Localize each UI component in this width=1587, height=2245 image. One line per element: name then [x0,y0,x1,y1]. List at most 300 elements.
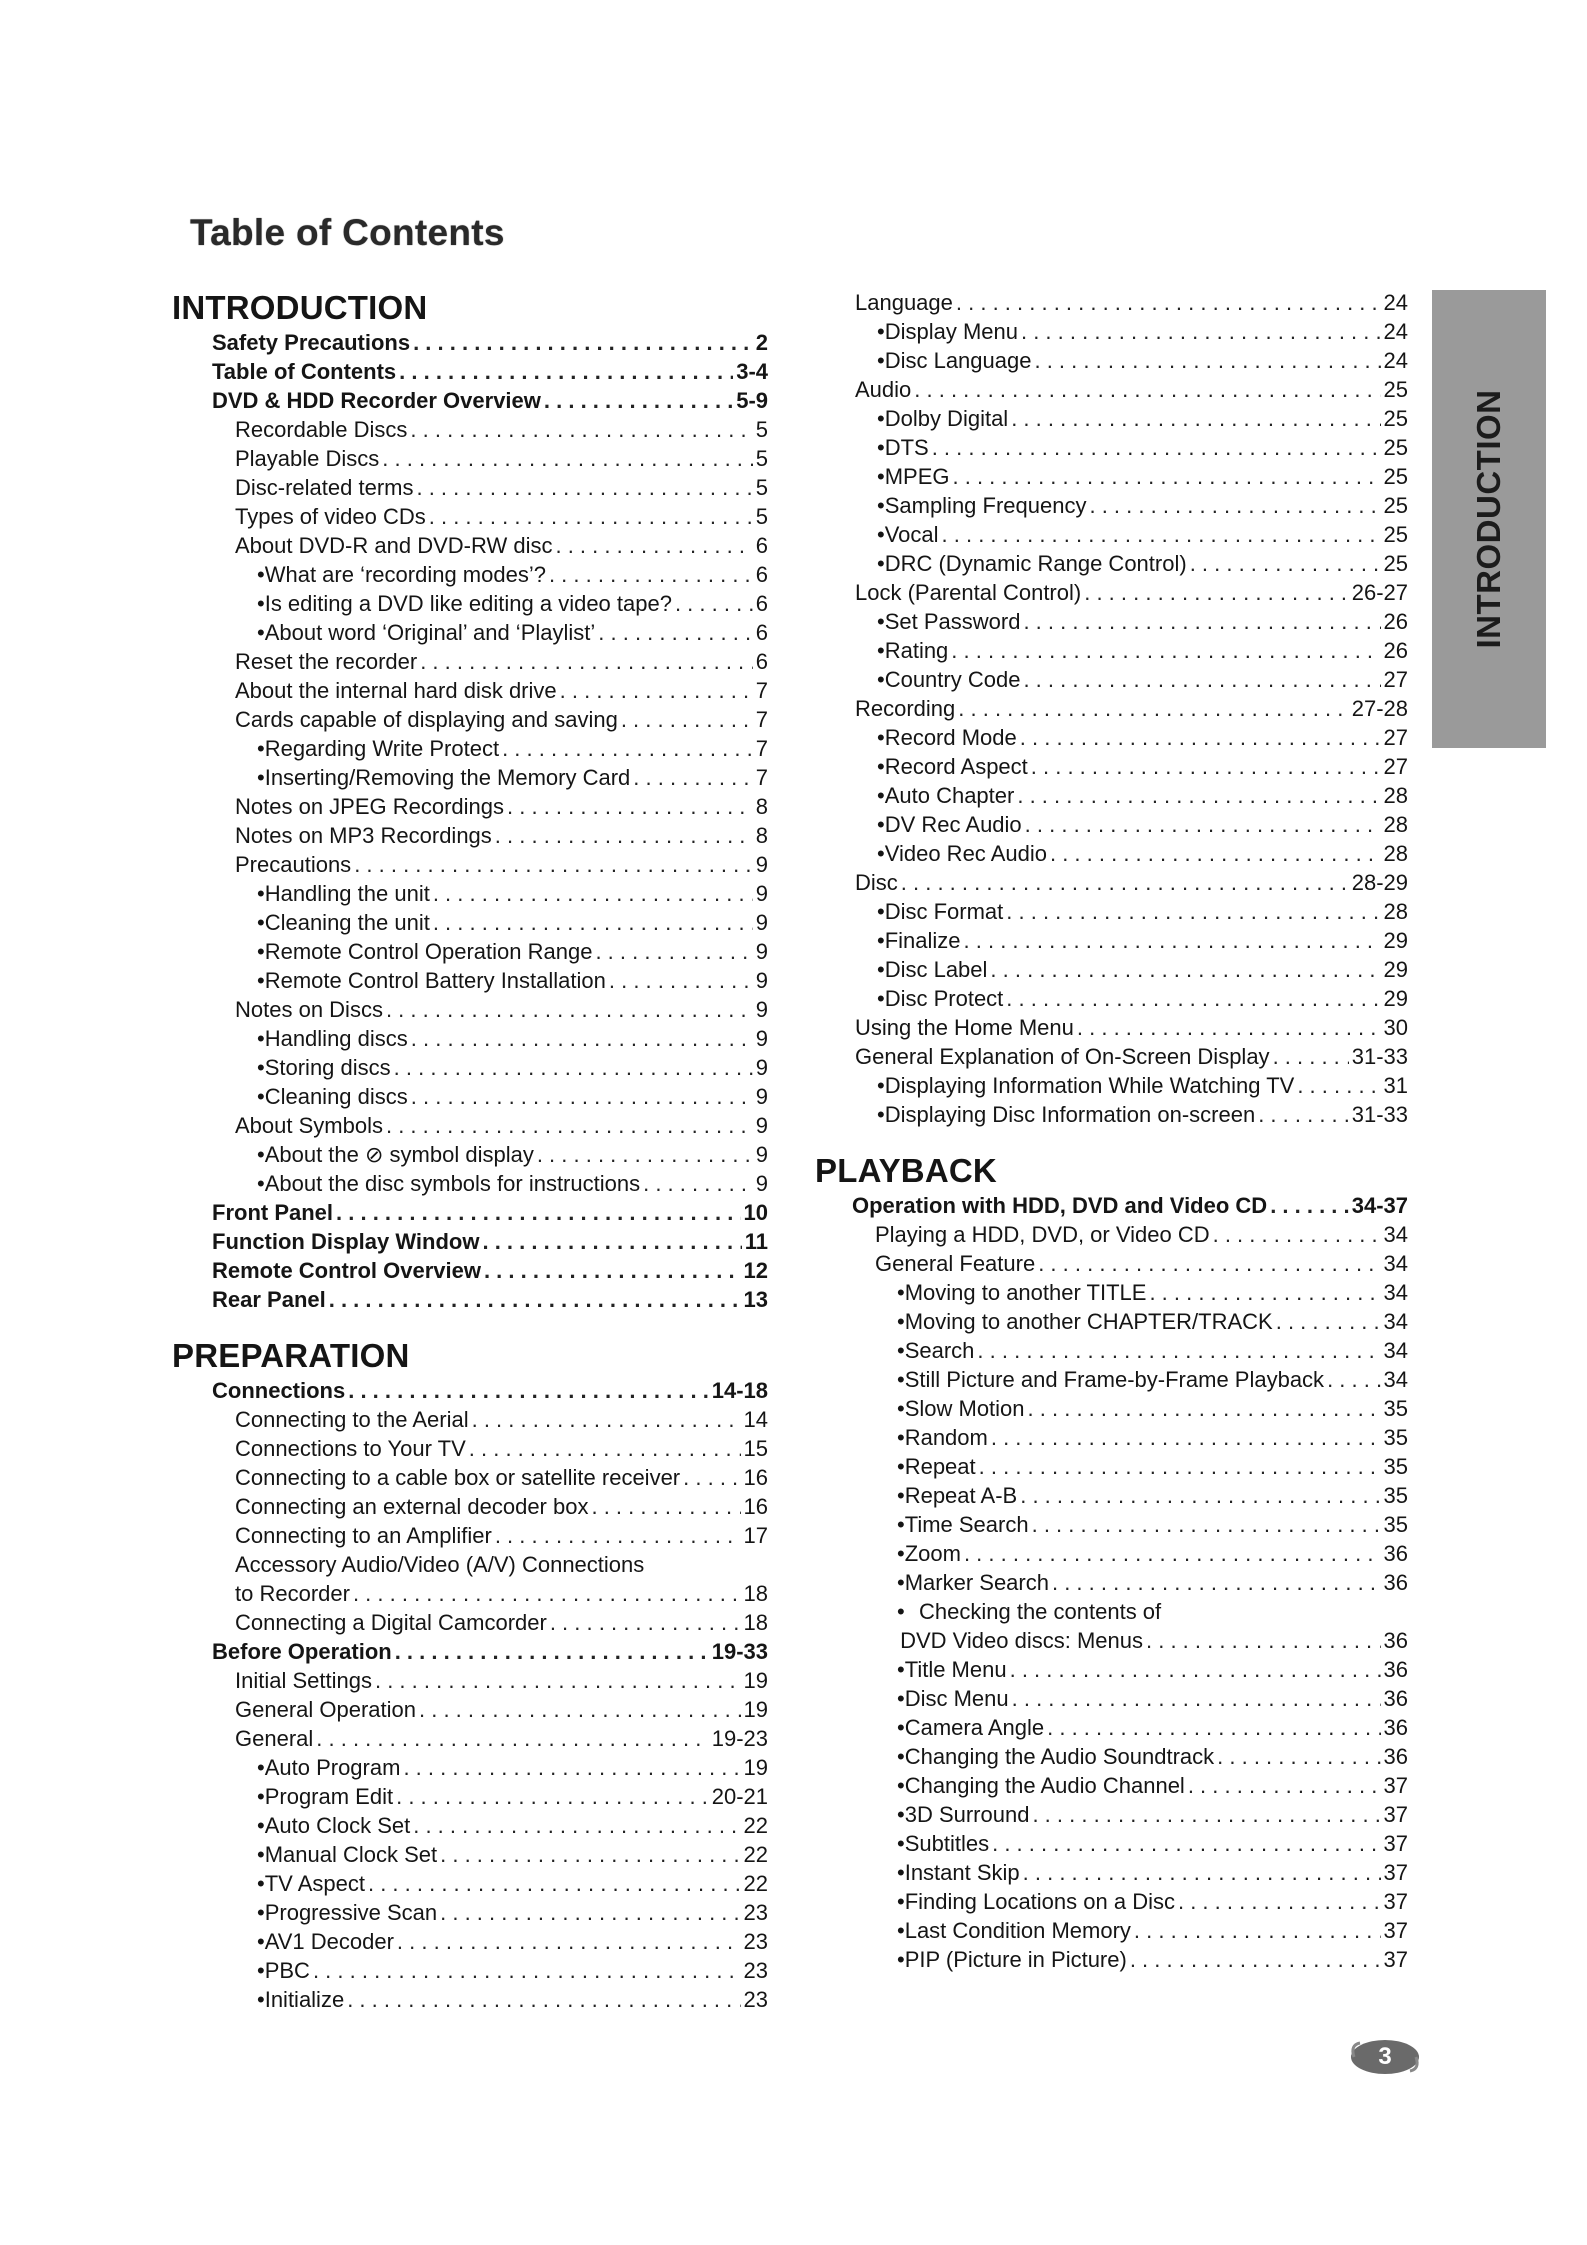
bullet-icon: • [257,881,265,906]
dot-leader [472,1405,741,1434]
bullet-icon: • [257,968,265,993]
bullet-icon: • [877,899,885,924]
toc-entry-page: 3-4 [736,359,768,384]
dot-leader [555,531,752,560]
toc-entry[interactable] [792,317,1408,346]
toc-entry-label: Connecting to an Amplifier [235,1523,492,1548]
bullet-icon: • [257,1142,265,1167]
toc-entry[interactable] [172,1521,768,1550]
toc-entry[interactable] [792,694,1408,723]
toc-entry[interactable] [172,879,768,908]
toc-entry-page: 9 [755,910,768,935]
toc-entry-label: Slow Motion [904,1396,1025,1421]
toc-entry-label: About Symbols [235,1113,383,1138]
toc-entry-page: 9 [755,1084,768,1109]
toc-entry[interactable] [792,346,1408,375]
dot-leader [1020,1481,1380,1510]
section-heading: PREPARATION [172,1337,410,1374]
toc-entry-label: Sampling Frequency [884,493,1087,518]
toc-entry[interactable] [792,1013,1408,1042]
toc-entry-page: 35 [1383,1396,1408,1421]
bullet-icon: • [877,493,885,518]
toc-entry[interactable] [172,821,768,850]
toc-entry[interactable] [812,1423,1408,1452]
toc-entry-label: Disc Protect [884,986,1004,1011]
dot-leader [901,868,1349,897]
toc-entry-page: 31 [1383,1073,1408,1098]
toc-entry[interactable] [812,1539,1408,1568]
dot-leader [544,386,733,415]
toc-entry-page: 8 [755,823,768,848]
dot-leader [419,1695,741,1724]
dot-leader [1038,1249,1380,1278]
toc-entry-label: Camera Angle [904,1715,1045,1740]
toc-entry-page: 13 [743,1287,768,1312]
toc-entry[interactable] [812,1887,1408,1916]
toc-entry-page: 29 [1383,986,1408,1011]
toc-entry[interactable] [172,1753,768,1782]
toc-entry-label: Disc Label [884,957,988,982]
toc-entry-page: 15 [743,1436,768,1461]
toc-entry-page: 20-21 [711,1784,768,1809]
toc-entry[interactable] [172,502,768,531]
toc-entry[interactable] [792,926,1408,955]
dot-leader [495,821,753,850]
dot-leader [420,647,753,676]
toc-entry-label: Connecting to a cable box or satellite receiver [235,1465,681,1490]
toc-entry[interactable] [792,462,1408,491]
toc-entry-label: Connections to Your TV [235,1436,466,1461]
toc-entry-page: 36 [1383,1628,1408,1653]
dot-leader [507,792,753,821]
toc-entry-label: Random [904,1425,988,1450]
toc-entry-page: 9 [755,1055,768,1080]
toc-entry[interactable] [172,734,768,763]
toc-entry-page: 35 [1383,1483,1408,1508]
toc-entry[interactable] [172,1898,768,1927]
toc-entry-label: Safety Precautions [212,330,411,355]
toc-entry[interactable] [172,1285,768,1314]
toc-entry-page: 27 [1383,754,1408,779]
toc-entry[interactable] [172,1579,768,1608]
toc-entry[interactable] [792,288,1408,317]
dot-leader [1149,1278,1380,1307]
toc-entry[interactable] [172,1869,768,1898]
bullet-icon: • [257,765,265,790]
toc-entry-label: Program Edit [264,1784,394,1809]
toc-entry-label: Initial Settings [235,1668,372,1693]
toc-entry[interactable] [172,357,768,386]
toc-entry[interactable] [172,1492,768,1521]
bullet-icon: • [877,1102,885,1127]
toc-entry-label: About the ⊘ symbol display [264,1142,534,1167]
toc-entry-page: 19 [743,1668,768,1693]
toc-entry[interactable] [792,839,1408,868]
bullet-icon: • [897,1454,905,1479]
dot-leader [1021,317,1381,346]
toc-entry-page: 9 [755,852,768,877]
bullet-icon: • [897,1570,905,1595]
toc-entry-page: 34-37 [1351,1193,1408,1218]
toc-entry-page: 11 [744,1229,768,1254]
dot-leader [1012,1684,1381,1713]
toc-entry-label: Connections [212,1378,346,1403]
toc-entry-page: 2 [755,330,768,355]
bullet-icon: • [877,812,885,837]
toc-entry-page: 16 [743,1494,768,1519]
dot-leader [336,1198,741,1227]
toc-entry[interactable] [172,1637,768,1666]
bullet-icon: • [877,522,885,547]
toc-entry[interactable] [792,607,1408,636]
toc-entry[interactable] [812,1394,1408,1423]
toc-entry[interactable] [172,1782,768,1811]
toc-entry-page: 25 [1383,464,1408,489]
toc-entry-page: 6 [755,649,768,674]
section-heading: INTRODUCTION [172,289,428,326]
toc-entry[interactable] [172,1376,768,1405]
dot-leader [502,734,753,763]
toc-entry-label: Repeat A-B [904,1483,1018,1508]
toc-entry[interactable] [172,1666,768,1695]
toc-entry[interactable] [812,1568,1408,1597]
dot-leader [416,473,752,502]
toc-entry-page: 18 [743,1610,768,1635]
toc-entry-label: Lock (Parental Control) [855,580,1082,605]
toc-entry-label: Table of Contents [212,359,397,384]
toc-entry[interactable] [172,792,768,821]
toc-entry-label: Set Password [884,609,1021,634]
bullet-icon: • [897,1338,905,1363]
toc-entry[interactable] [812,1336,1408,1365]
dot-leader [396,1782,709,1811]
bullet-icon: • [897,1889,905,1914]
bullet-icon: • [257,1784,265,1809]
toc-entry-page: 34 [1383,1338,1408,1363]
toc-entry[interactable] [172,1985,768,2014]
toc-entry[interactable] [172,1024,768,1053]
toc-entry-label: 3D Surround [904,1802,1030,1827]
dot-leader [560,676,753,705]
toc-entry-label: Time Search [904,1512,1029,1537]
dot-leader [440,1840,740,1869]
toc-entry-page: 5 [755,504,768,529]
toc-entry[interactable] [172,1227,768,1256]
toc-entry-label: Displaying Information While Watching TV [884,1073,1295,1098]
dot-leader [433,908,753,937]
toc-entry[interactable] [172,1082,768,1111]
toc-entry[interactable] [792,1071,1408,1100]
toc-entry[interactable] [172,618,768,647]
toc-entry[interactable] [172,473,768,502]
toc-entry-label: Auto Chapter [884,783,1015,808]
bullet-icon: • [257,939,265,964]
toc-entry-label: Moving to another TITLE [904,1280,1147,1305]
dot-leader [1146,1626,1381,1655]
toc-entry-page: 5 [755,446,768,471]
toc-entry[interactable] [812,1771,1408,1800]
toc-entry-page: 28 [1383,783,1408,808]
dot-leader [411,1024,753,1053]
toc-entry[interactable] [172,1608,768,1637]
toc-entry[interactable] [172,1256,768,1285]
toc-entry[interactable] [792,491,1408,520]
toc-entry[interactable] [792,810,1408,839]
toc-entry-page: 35 [1383,1425,1408,1450]
bullet-icon: • [897,1918,905,1943]
toc-entry[interactable] [172,705,768,734]
toc-entry-text [812,1597,1408,1626]
dot-leader [413,1811,740,1840]
toc-entry[interactable] [792,723,1408,752]
toc-entry[interactable] [172,589,768,618]
toc-entry[interactable] [812,1191,1408,1220]
toc-entry-label: Title Menu [904,1657,1007,1682]
toc-entry[interactable] [172,1927,768,1956]
toc-entry-label: Search [904,1338,975,1363]
toc-entry[interactable] [792,549,1408,578]
toc-entry-label: Disc Language [884,348,1032,373]
bullet-icon: • [877,609,885,634]
toc-entry[interactable] [792,665,1408,694]
bullet-icon: • [897,1860,905,1885]
toc-entry-page: 7 [755,765,768,790]
bullet-icon: • [897,1599,905,1624]
dot-leader [598,618,752,647]
toc-entry[interactable] [792,404,1408,433]
toc-entry[interactable] [812,1916,1408,1945]
bullet-icon: • [257,620,265,645]
toc-entry-page: 37 [1383,1889,1408,1914]
dot-leader [313,1956,741,1985]
dot-leader [595,937,752,966]
toc-entry[interactable] [172,531,768,560]
side-tab-label: INTRODUCTION [1470,389,1507,649]
toc-entry[interactable] [172,966,768,995]
toc-entry[interactable] [792,636,1408,665]
toc-entry[interactable] [812,1800,1408,1829]
toc-entry-label: Dolby Digital [884,406,1009,431]
toc-entry-label: Manual Clock Set [264,1842,438,1867]
toc-entry[interactable] [792,433,1408,462]
toc-entry[interactable] [172,1840,768,1869]
toc-entry[interactable] [172,386,768,415]
toc-entry[interactable] [172,1405,768,1434]
dot-leader [1047,1713,1380,1742]
toc-entry-label: Progressive Scan [264,1900,438,1925]
toc-entry[interactable] [812,1655,1408,1684]
bullet-icon: • [877,725,885,750]
toc-entry-label: Notes on Discs [235,997,383,1022]
dot-leader [433,879,753,908]
toc-entry[interactable] [172,560,768,589]
toc-entry[interactable] [812,1858,1408,1887]
toc-entry[interactable] [792,578,1408,607]
toc-entry[interactable] [812,1365,1408,1394]
toc-entry-label: Handling the unit [264,881,430,906]
bullet-icon: • [257,1842,265,1867]
toc-entry[interactable] [792,955,1408,984]
toc-entry[interactable] [812,1829,1408,1858]
toc-entry[interactable] [812,1249,1408,1278]
toc-entry[interactable] [792,868,1408,897]
toc-entry-page: 24 [1383,348,1408,373]
toc-entry-page: 9 [755,968,768,993]
toc-entry-label: Rear Panel [212,1287,326,1312]
dot-leader [964,1539,1381,1568]
bullet-icon: • [897,1541,905,1566]
toc-entry[interactable] [812,1626,1408,1655]
toc-entry-label: Operation with HDD, DVD and Video CD [852,1193,1268,1218]
toc-entry-page: 24 [1383,290,1408,315]
toc-entry[interactable] [792,752,1408,781]
toc-entry[interactable] [172,850,768,879]
dot-leader [1213,1220,1381,1249]
toc-entry[interactable] [812,1713,1408,1742]
bullet-icon: • [897,1802,905,1827]
toc-entry-page: 37 [1383,1918,1408,1943]
toc-entry-page: 35 [1383,1512,1408,1537]
toc-entry[interactable] [812,1742,1408,1771]
toc-entry[interactable] [812,1481,1408,1510]
toc-entry[interactable] [812,1452,1408,1481]
dot-leader [413,328,753,357]
toc-entry[interactable] [172,1956,768,1985]
bullet-icon: • [877,1073,885,1098]
toc-entry-label: Recording [855,696,956,721]
toc-entry-page: 26 [1383,638,1408,663]
toc-entry[interactable] [172,647,768,676]
toc-entry-page: 23 [743,1987,768,2012]
toc-entry-label: AV1 Decoder [264,1929,394,1954]
bullet-icon: • [877,406,885,431]
toc-entry-page: 9 [755,1026,768,1051]
dot-leader [403,1753,740,1782]
toc-entry[interactable] [172,763,768,792]
toc-entry-page: 25 [1383,551,1408,576]
toc-entry-label: What are ‘recording modes’? [264,562,546,587]
toc-entry-page: 5 [755,417,768,442]
toc-entry[interactable] [792,520,1408,549]
toc-entry[interactable] [792,1042,1408,1071]
toc-entry[interactable] [172,1111,768,1140]
toc-entry[interactable] [172,908,768,937]
toc-entry[interactable] [172,995,768,1024]
section-gap [172,1314,768,1336]
toc-entry[interactable] [812,1684,1408,1713]
dot-leader [1017,781,1380,810]
dot-leader [429,502,753,531]
toc-entry[interactable] [792,984,1408,1013]
toc-entry[interactable] [812,1307,1408,1336]
dot-leader [440,1898,740,1927]
toc-entry[interactable] [812,1510,1408,1539]
toc-entry[interactable] [792,1100,1408,1129]
toc-entry-label: Reset the recorder [235,649,418,674]
toc-entry[interactable] [812,1220,1408,1249]
dot-leader [1077,1013,1381,1042]
toc-entry[interactable] [172,1463,768,1492]
toc-entry[interactable] [172,1198,768,1227]
toc-entry[interactable] [172,676,768,705]
dot-leader [354,850,753,879]
toc-entry[interactable] [172,1053,768,1082]
dot-leader [633,763,752,792]
toc-entry-label: About word ‘Original’ and ‘Playlist’ [264,620,596,645]
toc-entry-page: 23 [743,1929,768,1954]
toc-entry-label: Country Code [884,667,1021,692]
toc-entry-page: 28 [1383,812,1408,837]
toc-entry-page: 36 [1383,1686,1408,1711]
toc-entry[interactable] [792,897,1408,926]
toc-entry-label: Initialize [264,1987,345,2012]
toc-entry-label: General [235,1726,314,1751]
toc-entry[interactable] [792,781,1408,810]
bullet-icon: • [877,928,885,953]
dot-leader [1089,491,1380,520]
toc-entry[interactable] [172,328,768,357]
toc-entry-label: Finding Locations on a Disc [904,1889,1175,1914]
bullet-icon: • [897,1686,905,1711]
toc-entry-page: 6 [755,620,768,645]
dot-leader [1050,839,1381,868]
toc-entry-label: Connecting to the Aerial [235,1407,469,1432]
toc-entry-label: Cleaning the unit [264,910,430,935]
dot-leader [643,1169,753,1198]
toc-entry[interactable] [812,1278,1408,1307]
toc-entry[interactable] [172,1434,768,1463]
toc-entry[interactable] [172,444,768,473]
toc-entry-label: Handling discs [264,1026,408,1051]
dot-leader [1023,1858,1381,1887]
page-title: Table of Contents [190,212,505,253]
toc-entry-page: 35 [1383,1454,1408,1479]
toc-entry[interactable] [172,1169,768,1198]
toc-entry[interactable] [172,1140,768,1169]
dot-leader [484,1256,741,1285]
bullet-icon: • [257,1755,265,1780]
dot-leader [395,1637,709,1666]
toc-entry[interactable] [172,1695,768,1724]
bullet-icon: • [257,910,265,935]
toc-entry-label: PBC [264,1958,310,1983]
bullet-icon: • [897,1309,905,1334]
toc-entry[interactable] [172,1811,768,1840]
dot-leader [956,288,1381,317]
toc-entry[interactable] [792,375,1408,404]
toc-entry-page: 9 [755,1142,768,1167]
dot-leader [353,1579,741,1608]
dot-leader [914,375,1380,404]
toc-entry-page: 7 [755,707,768,732]
bullet-icon: • [257,1055,265,1080]
toc-left-column [172,288,768,2014]
bullet-icon: • [897,1657,905,1682]
bullet-icon: • [877,783,885,808]
toc-right-column [815,288,1408,1974]
toc-entry-label: Changing the Audio Soundtrack [904,1744,1215,1769]
toc-entry[interactable] [812,1945,1408,1974]
toc-entry-page: 19-33 [711,1639,768,1664]
dot-leader [1028,1394,1381,1423]
toc-entry-page: 28-29 [1351,870,1408,895]
toc-entry[interactable] [172,937,768,966]
dot-leader [1084,578,1349,607]
dot-leader [932,433,1381,462]
toc-entry[interactable] [172,1724,768,1753]
dot-leader [316,1724,708,1753]
toc-entry[interactable] [172,415,768,444]
